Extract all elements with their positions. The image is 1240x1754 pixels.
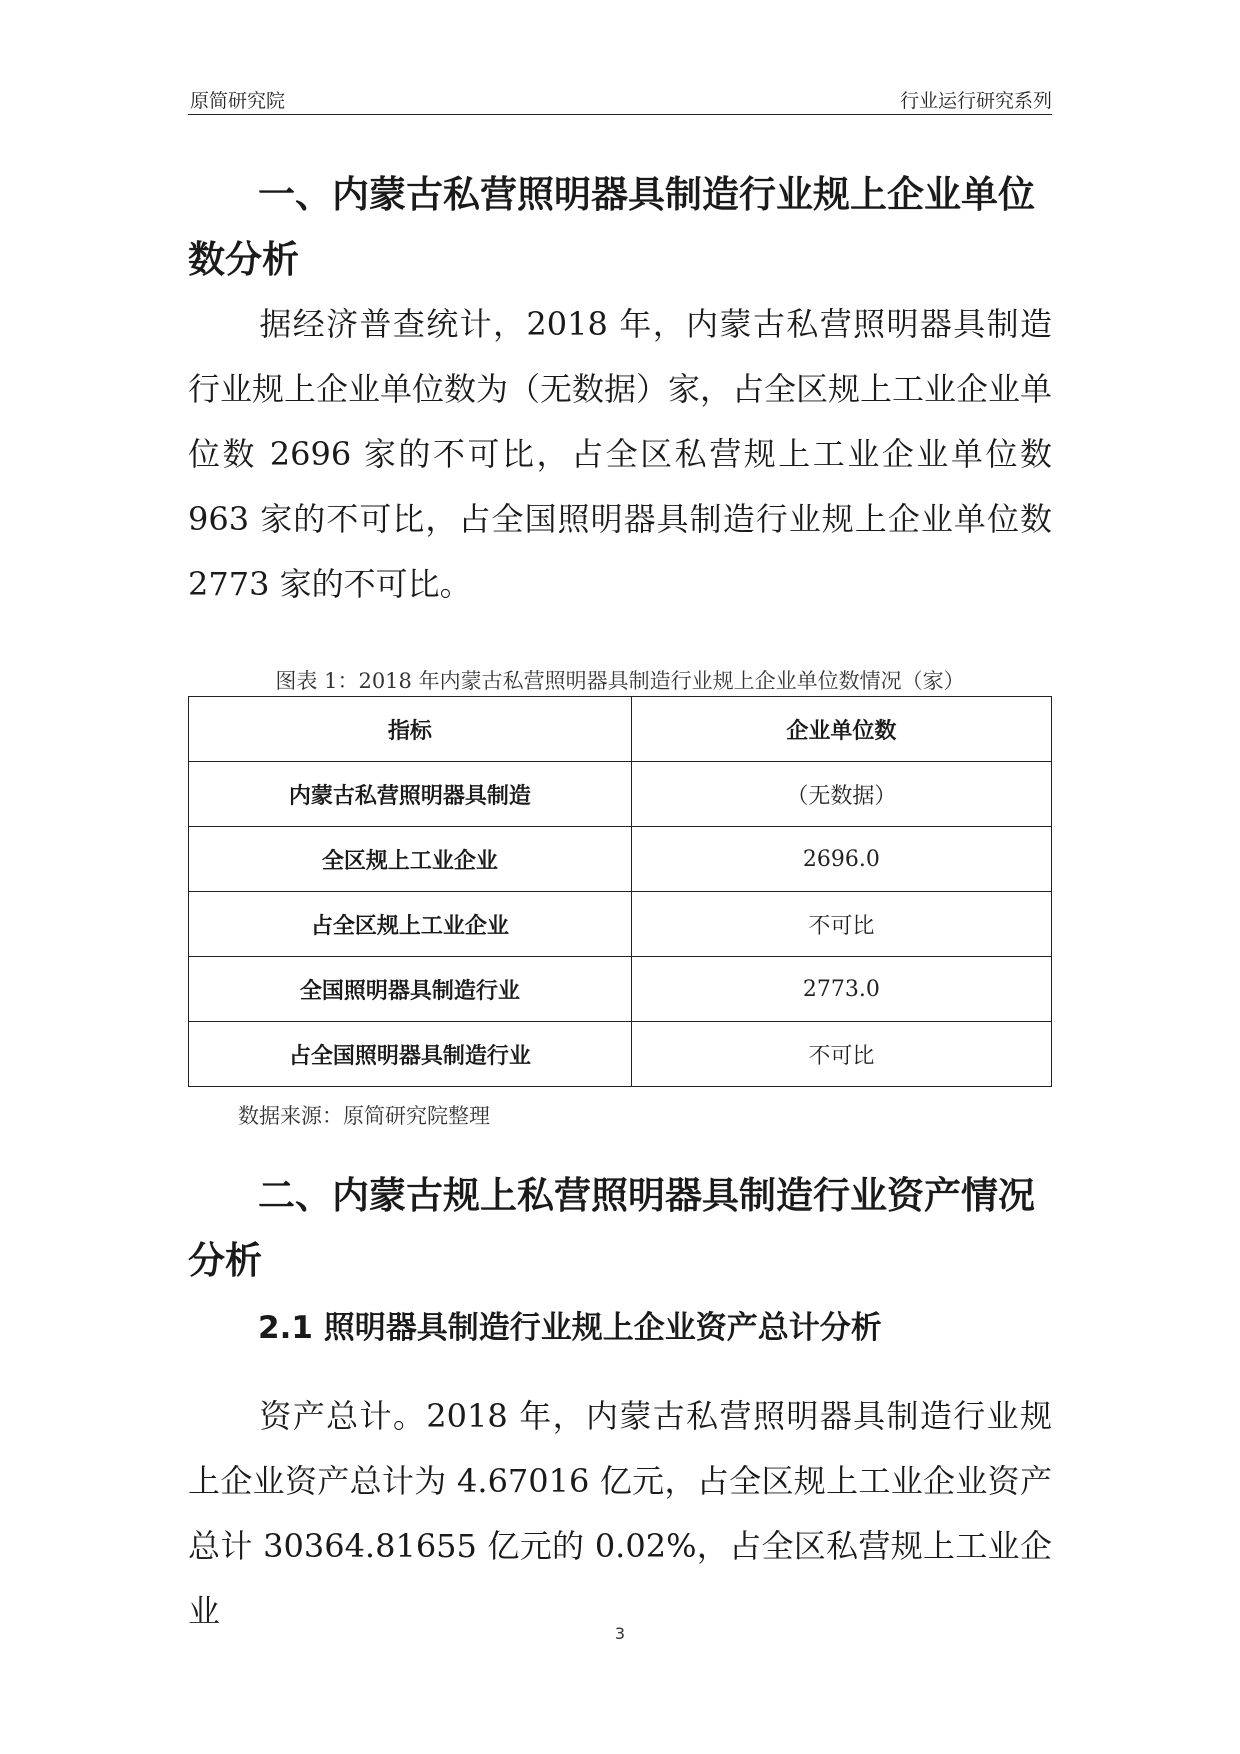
table-row xyxy=(189,1022,1052,1087)
table-row xyxy=(189,827,1052,892)
section2-paragraph-text: 资产总计。2018 年，内蒙古私营照明器具制造行业规上企业资产总计为 4.67016 亿元，占全区规上工业企业资产总计 30364.81655 亿元的 0.02%，占全区私营规上工业企业 xyxy=(188,1397,1052,1630)
section1-paragraph-text: 据经济普查统计，2018 年，内蒙古私营照明器具制造行业规上企业单位数为（无数据）家，占全区规上工业企业单位数 2696 家的不可比，占全区私营规上工业企业单位数 963 家的不可比，占全国照明器具制造行业规上企业单位数 2773 家的不可比。 xyxy=(188,305,1053,603)
table1-source: 数据来源：原简研究院整理 xyxy=(238,1104,490,1128)
page-number: 3 xyxy=(614,1624,626,1643)
table-cell-indicator: 全国照明器具制造行业 xyxy=(189,957,632,1022)
table-header-row xyxy=(189,697,1052,762)
table-cell-value: 2696.0 xyxy=(631,827,1051,892)
table-cell-value: （无数据） xyxy=(631,762,1051,827)
table-cell-value: 不可比 xyxy=(631,1022,1051,1087)
table-row xyxy=(189,957,1052,1022)
section2-paragraph xyxy=(188,1384,1052,1644)
table1 xyxy=(188,696,1052,1087)
section1-paragraph xyxy=(188,292,1052,617)
table1-caption: 图表 1：2018 年内蒙古私营照明器具制造行业规上企业单位数情况（家） xyxy=(275,669,965,693)
table-row xyxy=(189,762,1052,827)
table-cell-value: 不可比 xyxy=(631,892,1051,957)
section2-1-subheading: 2.1 照明器具制造行业规上企业资产总计分析 xyxy=(258,1310,882,1346)
section1-heading-text: 一、内蒙古私营照明器具制造行业规上企业单位数分析 xyxy=(188,173,1035,281)
table-row xyxy=(189,892,1052,957)
table-cell-indicator: 内蒙古私营照明器具制造 xyxy=(189,762,632,827)
table-cell-indicator: 占全区规上工业企业 xyxy=(189,892,632,957)
table-header-count: 企业单位数 xyxy=(631,697,1051,762)
table-cell-indicator: 全区规上工业企业 xyxy=(189,827,632,892)
header-divider xyxy=(188,114,1052,115)
table-header-indicator: 指标 xyxy=(189,697,632,762)
table-cell-value: 2773.0 xyxy=(631,957,1051,1022)
table-cell-indicator: 占全国照明器具制造行业 xyxy=(189,1022,632,1087)
section2-heading-text: 二、内蒙古规上私营照明器具制造行业资产情况分析 xyxy=(188,1174,1035,1282)
section1-heading xyxy=(188,162,1052,292)
header-org-name: 原简研究院 xyxy=(190,90,286,112)
header-series-name: 行业运行研究系列 xyxy=(899,90,1052,112)
section2-heading xyxy=(188,1163,1052,1293)
